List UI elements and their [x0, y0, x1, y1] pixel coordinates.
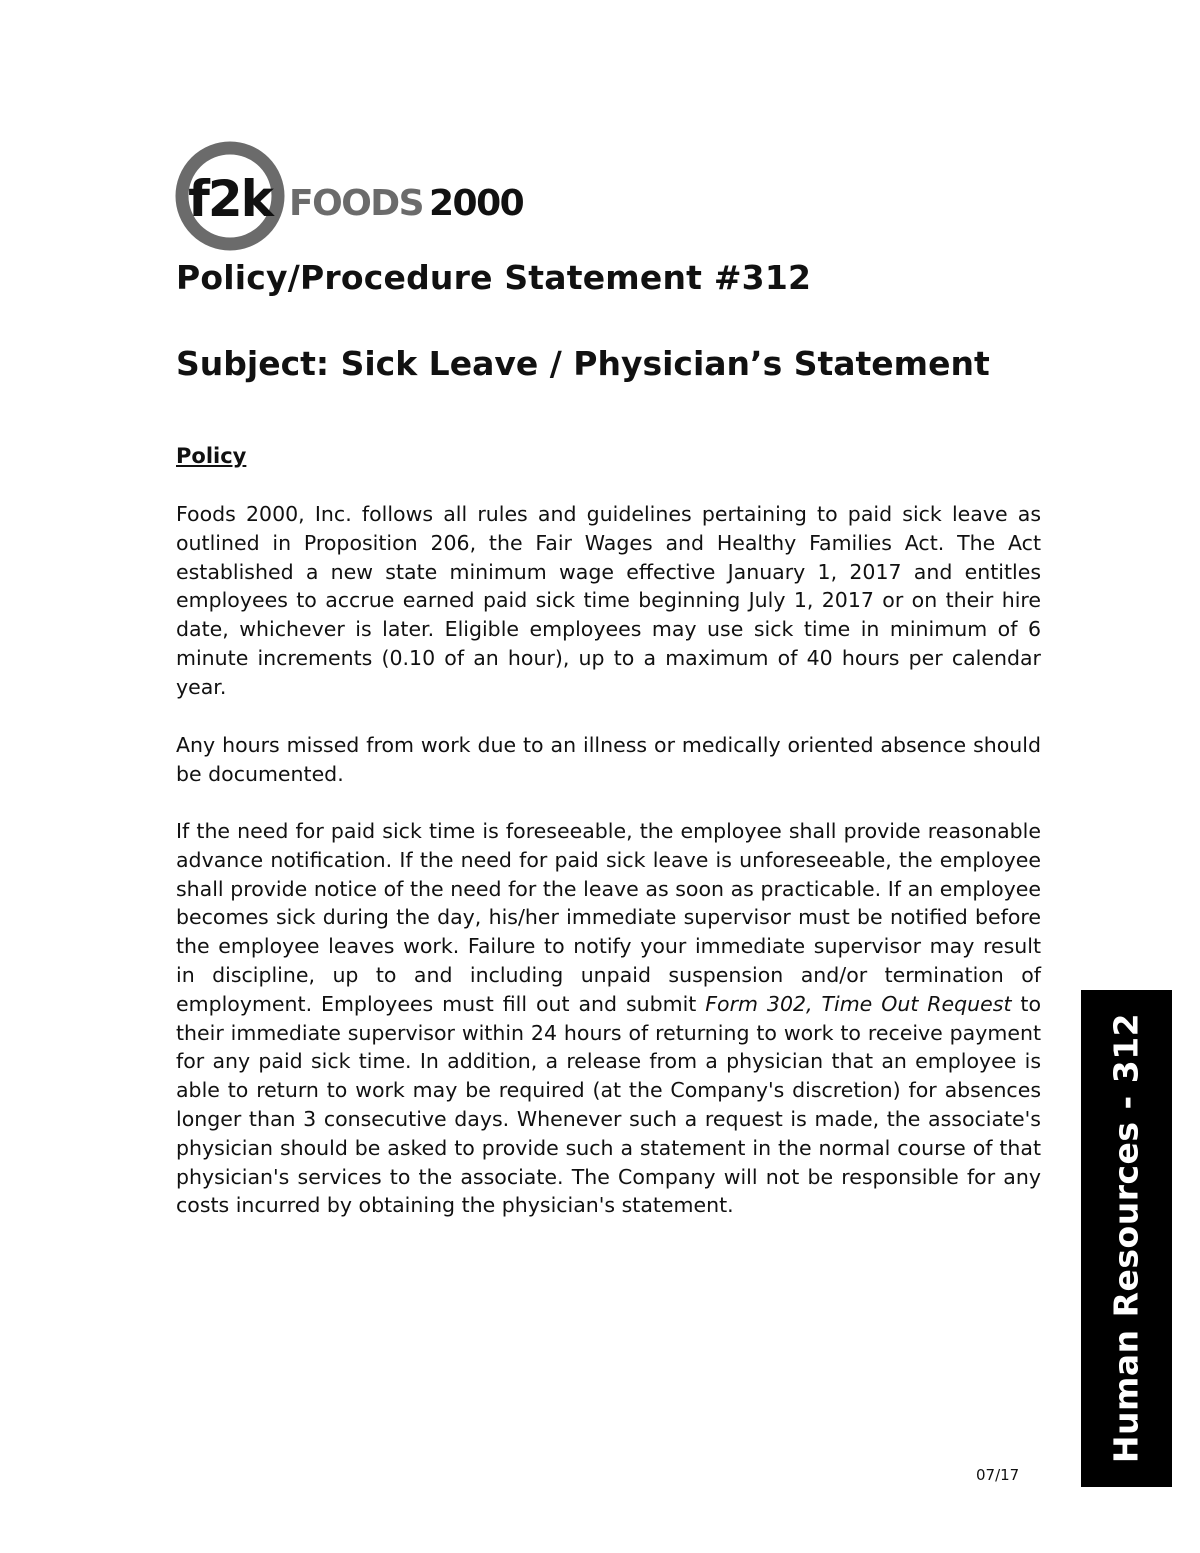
company-logo	[174, 140, 534, 252]
logo-word-2000: 2000	[429, 183, 524, 224]
section-heading-policy: Policy	[176, 444, 247, 468]
side-tab-label: Human Resources - 312	[1106, 1012, 1146, 1464]
logo-word-foods: FOODS	[289, 183, 424, 224]
document-subject: Subject: Sick Leave / Physician’s Statement	[176, 344, 990, 383]
policy-paragraph-2: Any hours missed from work due to an illness or medically oriented absence should be documented.	[176, 733, 1041, 786]
logo-mark-text: f2k	[188, 170, 272, 228]
f2k-logo-icon	[174, 140, 534, 252]
section-side-tab	[1081, 990, 1172, 1487]
document-title: Policy/Procedure Statement #312	[176, 258, 812, 297]
policy-paragraph-3	[176, 817, 1041, 1220]
revision-date: 07/17	[976, 1466, 1020, 1484]
paragraph-3-text-after-form: to their immediate supervisor within 24 hours of returning to work to receive payment for any paid sick time. In addition, a release from a physician that an employee is able to return to work may be required (at the Company's discretion) for absences longer than 3 consecutive days. Whenever such a request is made, the associate's physician should be asked to provide such a statement in the normal course of that physician's services to the associate. The Company will not be responsible for any costs incurred by obtaining the physician's statement.	[176, 991, 1041, 1218]
form-reference: Form 302, Time Out Request	[705, 991, 1012, 1016]
policy-paragraph-1: Foods 2000, Inc. follows all rules and guidelines pertaining to paid sick leave as outlined in Proposition 206, the Fair Wages and Healthy Families Act. The Act established a new state minimum wage effective January 1, 2017 and entitles employees to accrue earned paid sick time beginning July 1, 2017 or on their hire date, whichever is later. Eligible employees may use sick time in minimum of 6 minute increments (0.10 of an hour), up to a maximum of 40 hours per calendar year.	[176, 502, 1041, 699]
paragraph-3-text-before-form: If the need for paid sick time is foreseeable, the employee shall provide reasonable advance notification. If the need for paid sick leave is unforeseeable, the employee shall provide notice of the need for the leave as soon as practicable. If an employee becomes sick during the day, his/her immediate supervisor must be notified before the employee leaves work. Failure to notify your immediate supervisor may result in discipline, up to and including unpaid suspension and/or termination of employment. Employees must fill out and submit	[176, 819, 1041, 1016]
